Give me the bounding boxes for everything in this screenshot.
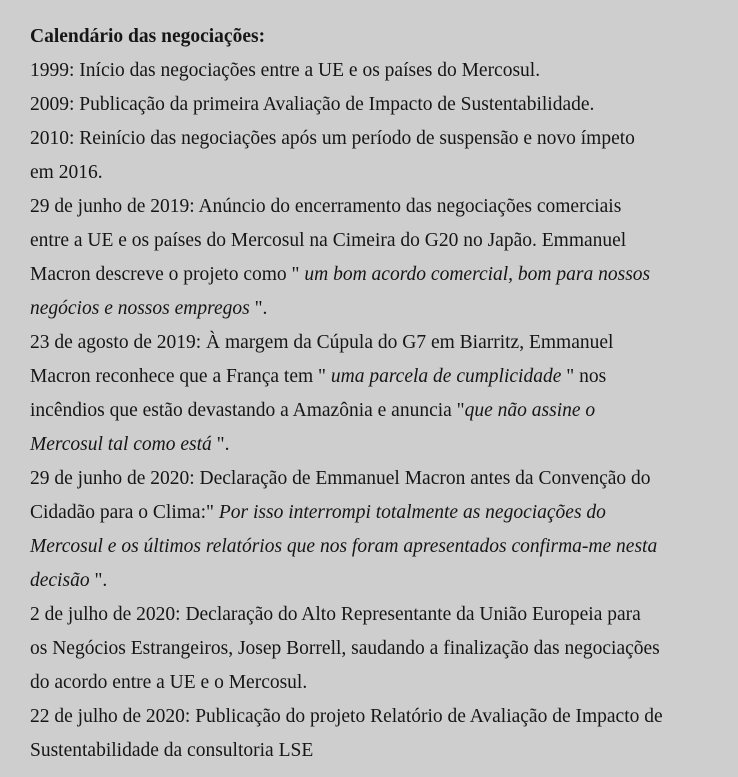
timeline-line	[30, 666, 714, 700]
timeline-line	[30, 224, 714, 258]
timeline-line	[30, 54, 714, 88]
text-segment: Cidadão para o Clima:"	[30, 502, 219, 523]
text-segment: 1999: Início das negociações entre a UE e os países do Mercosul.	[30, 60, 541, 81]
text-segment: do acordo entre a UE e o Mercosul.	[30, 672, 308, 693]
text-segment: um bom acordo comercial, bom para nossos	[304, 264, 651, 285]
text-segment: os Negócios Estrangeiros, Josep Borrell, saudando a finalização das negociações	[30, 638, 660, 659]
text-segment: ".	[249, 298, 268, 319]
timeline-line	[30, 326, 714, 360]
timeline-line	[30, 428, 714, 462]
text-segment: 2009: Publicação da primeira Avaliação de Impacto de Sustentabilidade.	[30, 94, 595, 115]
text-segment: ".	[211, 434, 230, 455]
text-segment: decisão	[30, 570, 90, 591]
text-segment: 2 de julho de 2020: Declaração do Alto Representante da União Europeia para	[30, 604, 641, 625]
text-segment: 2010: Reinício das negociações após um período de suspensão e novo ímpeto	[30, 128, 635, 149]
timeline-line	[30, 564, 714, 598]
text-segment: Por isso interrompi totalmente as negociações do	[218, 502, 606, 523]
text-segment: 29 de junho de 2019: Anúncio do encerramento das negociações comerciais	[30, 196, 622, 217]
timeline-line	[30, 394, 714, 428]
text-segment: Mercosul tal como está	[30, 434, 212, 455]
text-segment: incêndios que estão devastando a Amazônia e anuncia "	[30, 400, 465, 421]
timeline-line	[30, 360, 714, 394]
timeline-line	[30, 496, 714, 530]
timeline-line	[30, 462, 714, 496]
text-segment: 29 de junho de 2020: Declaração de Emmanuel Macron antes da Convenção do	[30, 468, 651, 489]
text-segment: entre a UE e os países do Mercosul na Cimeira do G20 no Japão. Emmanuel	[30, 230, 627, 251]
text-segment: 23 de agosto de 2019: À margem da Cúpula do G7 em Biarritz, Emmanuel	[30, 332, 614, 353]
timeline-line	[30, 258, 714, 292]
text-segment: " nos	[561, 366, 607, 387]
timeline-line	[30, 122, 714, 156]
timeline-line	[30, 598, 714, 632]
timeline-line	[30, 292, 714, 326]
timeline-line	[30, 190, 714, 224]
timeline-line	[30, 88, 714, 122]
text-segment: uma parcela de cumplicidade	[330, 366, 562, 387]
text-segment: Macron descreve o projeto como "	[30, 264, 305, 285]
timeline-line	[30, 734, 714, 768]
timeline-line	[30, 530, 714, 564]
text-segment: Mercosul e os últimos relatórios que nos foram apresentados confirma-me nesta	[30, 536, 658, 557]
text-segment: negócios e nossos empregos	[30, 298, 250, 319]
text-segment: em 2016.	[30, 162, 103, 183]
text-segment: ".	[89, 570, 108, 591]
text-segment: que não assine o	[464, 400, 596, 421]
timeline-line	[30, 632, 714, 666]
text-segment: Macron reconhece que a França tem "	[30, 366, 331, 387]
text-segment: 22 de julho de 2020: Publicação do projeto Relatório de Avaliação de Impacto de	[30, 706, 663, 727]
text-segment: Sustentabilidade da consultoria LSE	[30, 740, 314, 761]
document-title: Calendário das negociações:	[30, 26, 266, 47]
timeline-line	[30, 156, 714, 190]
timeline-line	[30, 700, 714, 734]
